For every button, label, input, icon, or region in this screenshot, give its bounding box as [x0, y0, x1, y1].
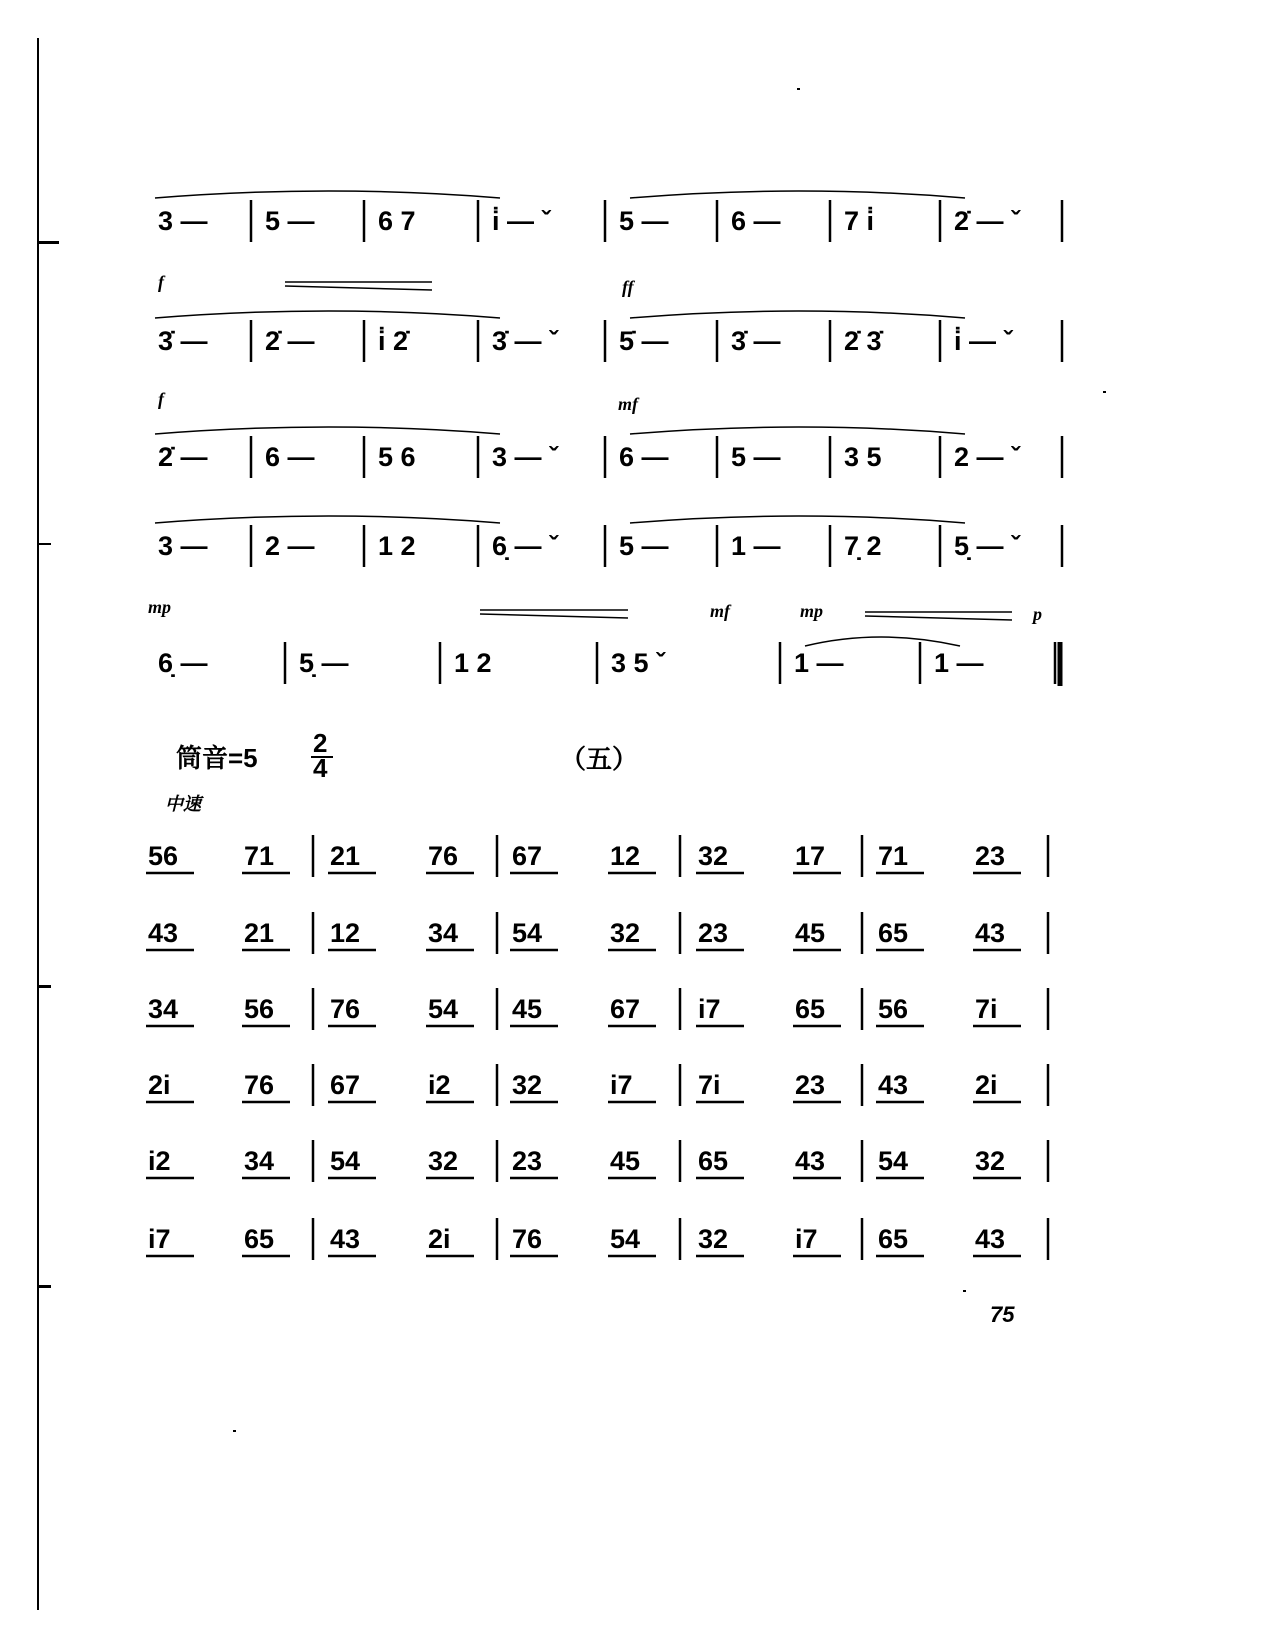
- slur: [630, 311, 965, 318]
- dynamic-mark: f: [158, 389, 164, 409]
- note-pair: 32: [698, 841, 729, 871]
- note-pair: 67: [330, 1070, 361, 1100]
- measure: 6̣ — ˇ: [492, 531, 559, 561]
- note-pair: 65: [795, 994, 826, 1024]
- note-pair: 32: [698, 1224, 729, 1254]
- dynamic-mark: mf: [618, 394, 638, 414]
- note-pair: 76: [330, 994, 361, 1024]
- dynamic-mark: ff: [622, 277, 634, 297]
- note-pair: 45: [610, 1146, 641, 1176]
- note-pair: 23: [795, 1070, 826, 1100]
- measure: 2̇ 3̇: [844, 326, 882, 356]
- dynamic-mark: mp: [148, 597, 172, 617]
- tempo-marking: 中速: [165, 794, 201, 814]
- note-pair: i7: [148, 1224, 171, 1254]
- measure: 2̇ — ˇ: [954, 206, 1021, 236]
- note-pair: 56: [878, 994, 909, 1024]
- note-pair: 32: [512, 1070, 543, 1100]
- measure: 7̣ 2: [844, 531, 882, 561]
- note-pair: 34: [148, 994, 179, 1024]
- note-pair: 21: [244, 918, 275, 948]
- measure: i̇ — ˇ: [954, 326, 1013, 356]
- note-pair: 67: [512, 841, 543, 871]
- slur: [630, 191, 965, 198]
- measure: 3 —: [158, 206, 208, 236]
- measure: 2 —: [265, 531, 315, 561]
- note-pair: 45: [512, 994, 543, 1024]
- page-number: 75: [990, 1302, 1015, 1327]
- hairpin: [480, 614, 628, 618]
- measure: 3 — ˇ: [492, 442, 559, 472]
- measure: 5 6: [378, 442, 416, 472]
- hairpin: [865, 616, 1012, 620]
- slur: [155, 427, 500, 434]
- measure: 7 i̇: [844, 206, 875, 236]
- measure: 3 —: [158, 531, 208, 561]
- measure: 5 —: [619, 531, 669, 561]
- measure: i̇ — ˇ: [492, 206, 551, 236]
- note-pair: 32: [975, 1146, 1006, 1176]
- note-pair: 43: [795, 1146, 826, 1176]
- note-pair: 43: [148, 918, 179, 948]
- note-pair: 43: [878, 1070, 909, 1100]
- note-pair: 21: [330, 841, 361, 871]
- note-pair: 65: [244, 1224, 275, 1254]
- dynamic-mark: mf: [710, 601, 730, 621]
- note-pair: i2: [148, 1146, 171, 1176]
- time-signature-top: 2: [313, 728, 328, 758]
- slur: [805, 637, 960, 646]
- measure: 5̇ —: [619, 326, 669, 356]
- dynamic-mark: f: [158, 272, 164, 292]
- note-pair: 43: [975, 1224, 1006, 1254]
- note-pair: 43: [975, 918, 1006, 948]
- measure: 5 —: [619, 206, 669, 236]
- dynamic-mark: p: [1033, 604, 1042, 624]
- measure: 1 —: [934, 648, 984, 678]
- note-pair: 34: [244, 1146, 275, 1176]
- note-pair: i7: [698, 994, 721, 1024]
- measure: 1 —: [794, 648, 844, 678]
- hairpin: [285, 286, 432, 290]
- measure: 2̇ —: [265, 326, 315, 356]
- time-signature-bottom: 4: [313, 753, 328, 783]
- note-pair: 56: [244, 994, 275, 1024]
- note-pair: 2i: [148, 1070, 171, 1100]
- note-pair: 34: [428, 918, 459, 948]
- note-pair: 71: [878, 841, 909, 871]
- note-pair: 54: [878, 1146, 909, 1176]
- measure: 3 5 ˇ: [611, 648, 666, 678]
- measure: 5 —: [731, 442, 781, 472]
- note-pair: 65: [878, 1224, 909, 1254]
- note-pair: 2i: [975, 1070, 998, 1100]
- measure: 5̣ — ˇ: [954, 531, 1021, 561]
- note-pair: 54: [330, 1146, 361, 1176]
- note-pair: 2i: [428, 1224, 451, 1254]
- note-pair: 56: [148, 841, 179, 871]
- note-pair: 54: [512, 918, 543, 948]
- measure: 6̣ —: [158, 648, 208, 678]
- note-pair: 54: [428, 994, 459, 1024]
- measure: i̇ 2̇: [378, 326, 409, 356]
- note-pair: 65: [698, 1146, 729, 1176]
- note-pair: 45: [795, 918, 826, 948]
- measure: 1 2: [454, 648, 492, 678]
- measure: 2̇ —: [158, 442, 208, 472]
- measure: 1 2: [378, 531, 416, 561]
- note-pair: 67: [610, 994, 641, 1024]
- note-pair: 32: [610, 918, 641, 948]
- note-pair: 23: [975, 841, 1006, 871]
- note-pair: 12: [330, 918, 361, 948]
- measure: 1 —: [731, 531, 781, 561]
- note-pair: 76: [512, 1224, 543, 1254]
- note-pair: 32: [428, 1146, 459, 1176]
- note-pair: 17: [795, 841, 826, 871]
- note-pair: 7i: [975, 994, 998, 1024]
- note-pair: 43: [330, 1224, 361, 1254]
- dynamic-mark: mp: [800, 601, 824, 621]
- key-signature: 筒音=5: [176, 743, 258, 773]
- measure: 3 5: [844, 442, 882, 472]
- measure: 3̇ — ˇ: [492, 326, 559, 356]
- measure: 5̣ —: [299, 648, 349, 678]
- slur: [155, 311, 500, 318]
- note-pair: 54: [610, 1224, 641, 1254]
- note-pair: 7i: [698, 1070, 721, 1100]
- measure: 2 — ˇ: [954, 442, 1021, 472]
- slur: [630, 427, 965, 434]
- note-pair: i7: [795, 1224, 818, 1254]
- measure: 6 —: [265, 442, 315, 472]
- measure: 3̇ —: [158, 326, 208, 356]
- note-pair: 23: [512, 1146, 543, 1176]
- note-pair: 65: [878, 918, 909, 948]
- measure: 6 —: [619, 442, 669, 472]
- section-number: （五）: [560, 744, 639, 774]
- measure: 6 7: [378, 206, 416, 236]
- measure: 6 —: [731, 206, 781, 236]
- note-pair: i2: [428, 1070, 451, 1100]
- measure: 3̇ —: [731, 326, 781, 356]
- slur: [155, 516, 500, 523]
- note-pair: 12: [610, 841, 641, 871]
- slur: [630, 516, 965, 523]
- note-pair: 71: [244, 841, 275, 871]
- note-pair: 76: [428, 841, 459, 871]
- slur: [155, 191, 500, 198]
- note-pair: 23: [698, 918, 729, 948]
- note-pair: 76: [244, 1070, 275, 1100]
- note-pair: i7: [610, 1070, 633, 1100]
- measure: 5 —: [265, 206, 315, 236]
